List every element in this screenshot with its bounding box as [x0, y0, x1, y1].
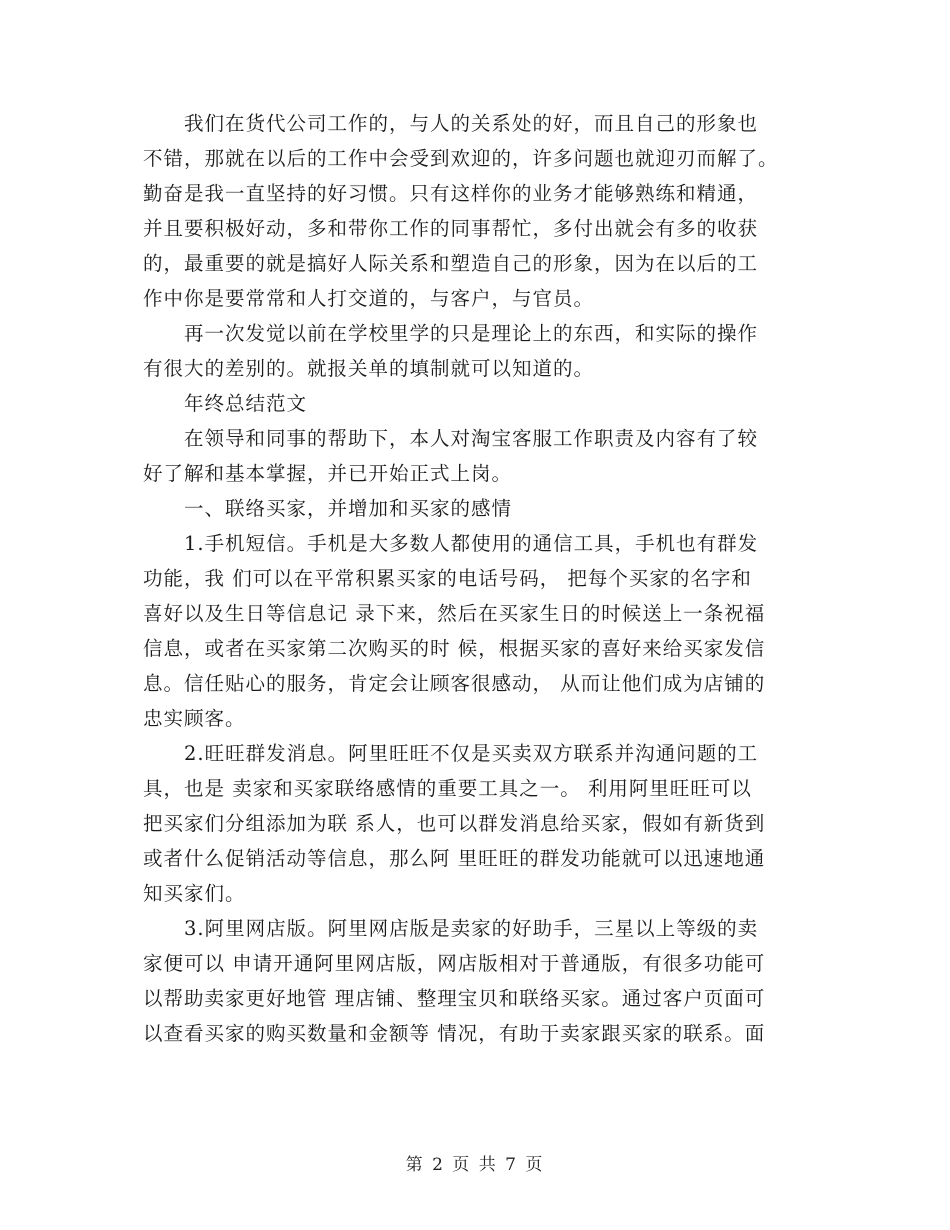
- text-line: 作中你是要常常和人打交道的，与客户，与官员。: [143, 287, 595, 310]
- section-heading: 年终总结范文: [143, 392, 308, 415]
- text-line: 我们在货代公司工作的，与人的关系处的好，而且自己的形象也: [143, 112, 759, 135]
- text-line: 息。信任贴心的服务，肯定会让顾客很感动， 从而让他们成为店铺的: [143, 672, 766, 695]
- text-line: 以帮助卖家更好地管 理店铺、整理宝贝和联络买家。通过客户页面可: [143, 987, 766, 1010]
- text-line: 不错，那就在以后的工作中会受到欢迎的，许多问题也就迎刃而解了。: [143, 147, 779, 170]
- text-line: 有很大的差别的。就报关单的填制就可以知道的。: [143, 357, 595, 380]
- text-line: 并且要积极好动，多和带你工作的同事帮忙，多付出就会有多的收获: [143, 217, 759, 240]
- text-line: 忠实顾客。: [143, 707, 246, 730]
- text-line: 信息，或者在买家第二次购买的时 候，根据买家的喜好来给买家发信: [143, 637, 766, 660]
- text-line: 勤奋是我一直坚持的好习惯。只有这样你的业务才能够熟练和精通，: [143, 182, 759, 205]
- text-line: 在领导和同事的帮助下，本人对淘宝客服工作职责及内容有了较: [143, 427, 759, 450]
- text-line: 家便可以 申请开通阿里网店版，网店版相对于普通版，有很多功能可: [143, 952, 766, 975]
- text-line: 的，最重要的就是搞好人际关系和塑造自己的形象，因为在以后的工: [143, 252, 759, 275]
- text-line: 把买家们分组添加为联 系人，也可以群发消息给买家，假如有新货到: [143, 812, 766, 835]
- text-line: 具，也是 卖家和买家联络感情的重要工具之一。 利用阿里旺旺可以: [143, 777, 752, 800]
- text-line: 3.阿里网店版。阿里网店版是卖家的好助手，三星以上等级的卖: [143, 917, 759, 940]
- text-line: 知买家们。: [143, 882, 246, 905]
- text-line: 功能，我 们可以在平常积累买家的电话号码， 把每个买家的名字和: [143, 567, 752, 590]
- text-line: 好了解和基本掌握，并已开始正式上岗。: [143, 462, 513, 485]
- section-heading: 一、联络买家，并增加和买家的感情: [143, 497, 513, 520]
- text-line: 再一次发觉以前在学校里学的只是理论上的东西，和实际的操作: [143, 322, 759, 345]
- page-number-footer: 第 2 页 共 7 页: [405, 1155, 545, 1175]
- text-line: 或者什么促销活动等信息，那么阿 里旺旺的群发功能就可以迅速地通: [143, 847, 766, 870]
- text-line: 喜好以及生日等信息记 录下来，然后在买家生日的时候送上一条祝福: [143, 602, 766, 625]
- text-line: 1.手机短信。手机是大多数人都使用的通信工具，手机也有群发: [143, 532, 759, 555]
- text-line: 2.旺旺群发消息。阿里旺旺不仅是买卖双方联系并沟通问题的工: [143, 742, 759, 765]
- text-line: 以查看买家的购买数量和金额等 情况，有助于卖家跟买家的联系。面: [143, 1022, 766, 1045]
